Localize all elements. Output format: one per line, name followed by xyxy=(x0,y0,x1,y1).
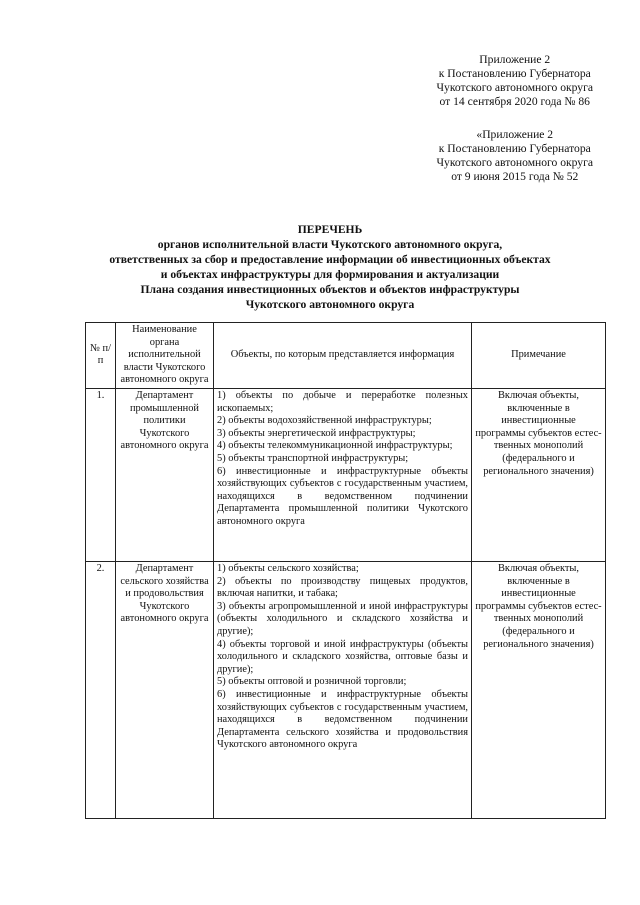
table-header-row xyxy=(86,323,606,389)
header-organ: Наименование органа исполнительной власти Чукотского автономного округа xyxy=(116,323,214,389)
object-item: 3) объекты агропромышленной и иной инфраструктуры (объекты холодильного и складского хозяйства и другие); xyxy=(217,600,468,637)
annex-header-line: Чукотского автономного округа xyxy=(436,81,593,94)
object-item: 5) объекты транспортной инфраструктуры; xyxy=(217,452,409,464)
object-item: 3) объекты энергетической инфраструктуры; xyxy=(217,427,416,439)
header-objects: Объекты, по которым представляется информация xyxy=(214,323,472,389)
row-organ: Департамент промышленной политики Чукотского автономного округа xyxy=(116,388,214,561)
title-line: ПЕРЕЧЕНЬ xyxy=(297,223,363,236)
annex-header-current xyxy=(437,53,593,109)
annex-header-line: «Приложение 2 xyxy=(476,128,554,141)
table-row xyxy=(86,388,606,561)
object-item: 1) объекты сельского хозяйства; xyxy=(217,562,359,574)
responsibility-table xyxy=(85,322,606,819)
object-item: 2) объекты водохозяйственной инфраструктуры; xyxy=(217,415,432,427)
object-item: 6) инвестиционные и инфраструктурные объекты хозяйствующих субъектов с государственным участием, находящихся в ведомственном подчинении Департамента промышленной политики Чукотского автономного округа xyxy=(217,465,468,527)
header-note: Примечание xyxy=(472,323,606,389)
row-objects xyxy=(214,388,472,561)
row-objects xyxy=(214,561,472,818)
title-line: органов исполнительной власти Чукотского автономного округа, xyxy=(157,238,503,251)
title-line: Чукотского автономного округа xyxy=(245,298,415,311)
row-num: 2. xyxy=(86,561,116,818)
header-num: № п/п xyxy=(86,323,116,389)
table-row xyxy=(86,561,606,818)
annex-header-original xyxy=(437,128,593,184)
annex-header-line: от 9 июня 2015 года № 52 xyxy=(451,170,579,183)
row-note: Включая объекты, включенные в инвестиционные программы субъектов естес-твенных монополий (федерального и регионального значения) xyxy=(472,561,606,818)
object-item: 1) объекты по добыче и переработке полезных ископаемых; xyxy=(217,389,468,414)
row-num: 1. xyxy=(86,388,116,561)
object-item: 4) объекты торговой и иной инфраструктуры (объекты холодильного и складского хозяйства, оптовые базы и другие); xyxy=(217,638,468,675)
annex-header-line: к Постановлению Губернатора xyxy=(438,142,591,155)
object-item: 6) инвестиционные и инфраструктурные объекты хозяйствующих субъектов с государственным участием, находящихся в ведомственном подчинении Департамента сельского хозяйства и продовольствия Чукотского автономного округа xyxy=(217,688,468,751)
object-item: 4) объекты телекоммуникационной инфраструктуры; xyxy=(217,440,453,452)
row-note: Включая объекты, включенные в инвестиционные программы субъектов естес-твенных монополий (федерального и регионального значения) xyxy=(472,388,606,561)
annex-header-line: к Постановлению Губернатора xyxy=(438,67,591,80)
title-line: ответственных за сбор и предоставление информации об инвестиционных объектах xyxy=(109,253,551,266)
title-line: и объектах инфраструктуры для формирования и актуализации xyxy=(160,268,500,281)
title-line: Плана создания инвестиционных объектов и объектов инфраструктуры xyxy=(140,283,520,296)
object-item: 2) объекты по производству пищевых продуктов, включая напитки, и табака; xyxy=(217,575,468,600)
annex-header-line: Приложение 2 xyxy=(479,53,551,66)
annex-header-line: Чукотского автономного округа xyxy=(436,156,593,169)
row-organ: Департамент сельского хозяйства и продовольствия Чукотского автономного округа xyxy=(116,561,214,818)
annex-header-line: от 14 сентября 2020 года № 86 xyxy=(439,95,590,108)
object-item: 5) объекты оптовой и розничной торговли; xyxy=(217,676,407,688)
document-title xyxy=(40,222,620,312)
